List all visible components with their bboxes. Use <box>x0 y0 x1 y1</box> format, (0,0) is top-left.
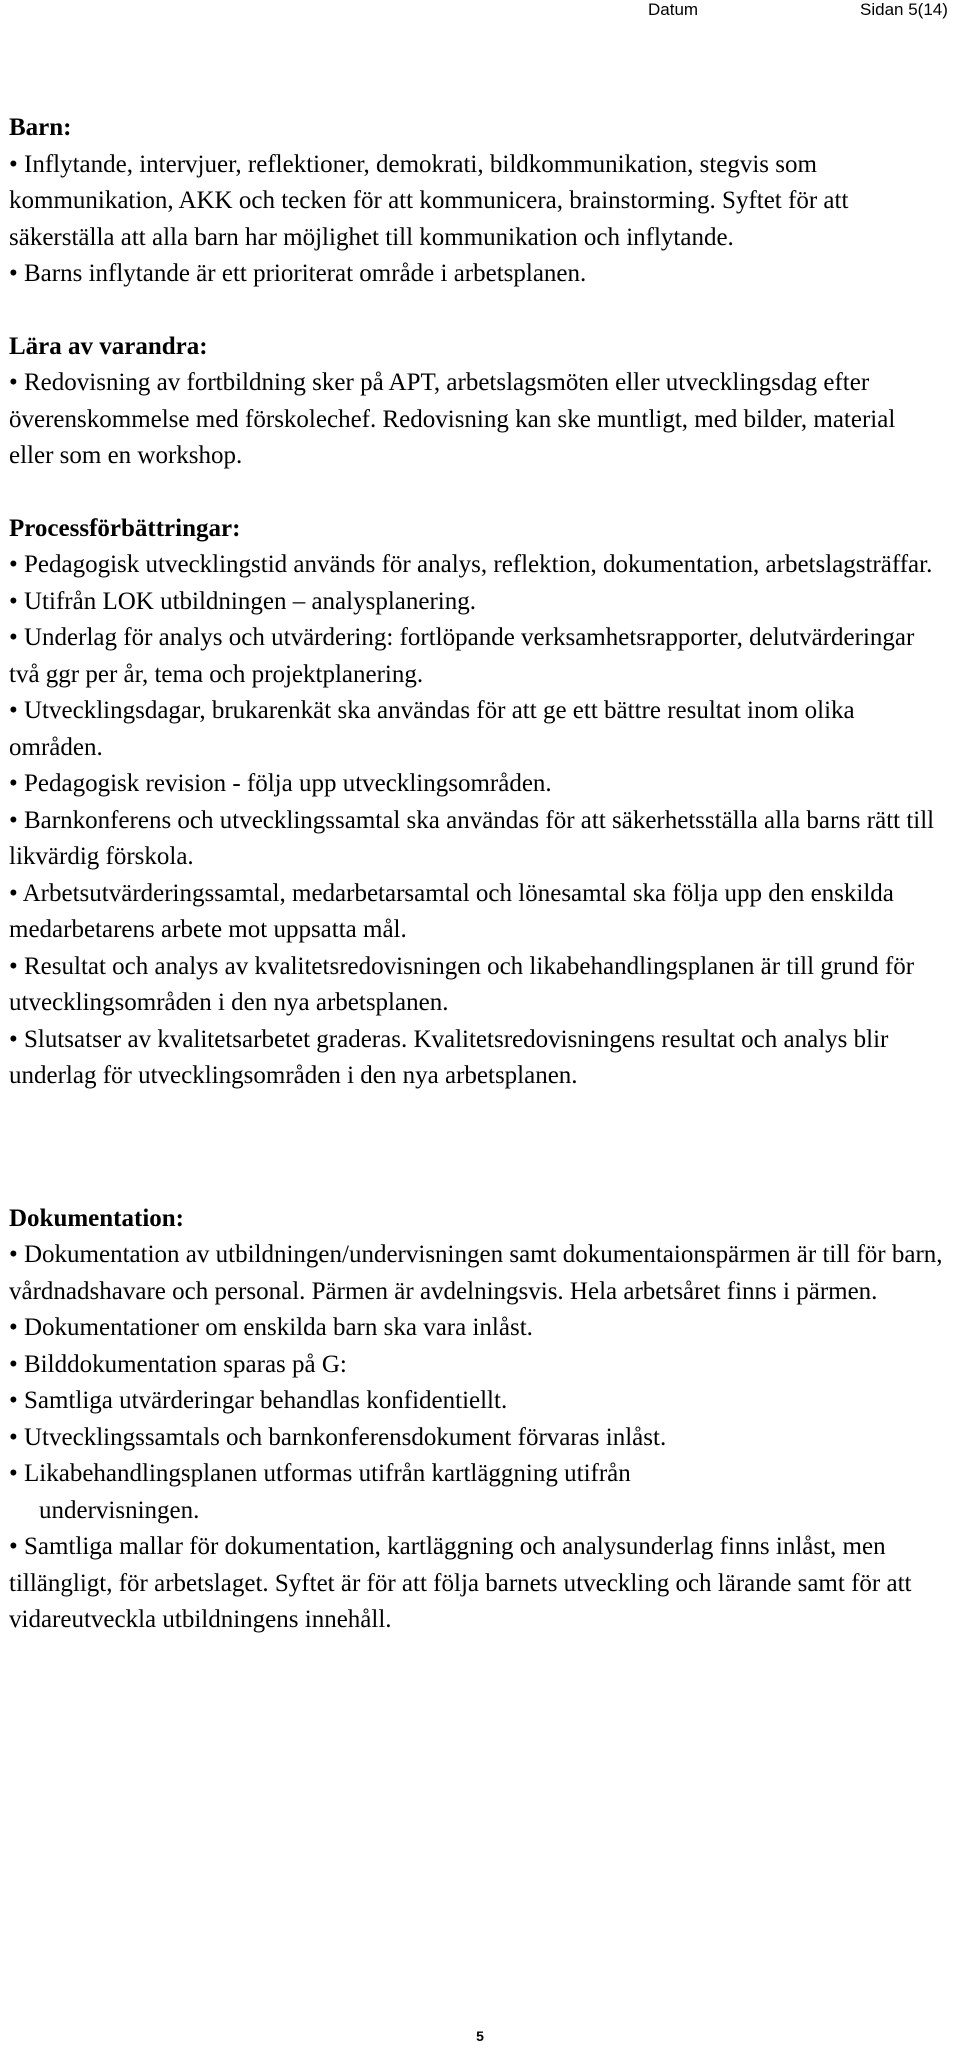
bullet-item-continuation: undervisningen. <box>39 1496 200 1524</box>
header-date-label: Datum <box>648 0 699 19</box>
paragraph: • Redovisning av fortbildning sker på APT, arbetslagsmöten eller utvecklingsdag efter överenskommelse med förskolechef. Redovisning kan ske muntligt, med bilder, material eller som en workshop. <box>9 369 896 469</box>
bullet-item: • Dokumentationer om enskilda barn ska vara inlåst. <box>9 1314 533 1341</box>
section-processforbattringar <box>9 511 944 1095</box>
bullet-item: • Barnkonferens och utvecklingssamtal ska användas för att säkerhetsställa alla barns rätt till likvärdig förskola. <box>9 806 935 870</box>
bullet-item: • Utifrån LOK utbildningen – analysplanering. <box>9 587 476 615</box>
bullet-item: • Utvecklingssamtals och barnkonferensdokument förvaras inlåst. <box>9 1423 667 1451</box>
bullet-item: • Resultat och analys av kvalitetsredovisningen och likabehandlingsplanen är till grund för utvecklingsområden i den nya arbetsplanen. <box>9 952 915 1016</box>
section-heading-barn: Barn: <box>9 114 72 141</box>
section-lara-av-varandra <box>9 329 944 475</box>
header-page-label: Sidan 5(14) <box>860 0 948 19</box>
document-body <box>9 110 944 1639</box>
paragraph: • Inflytande, intervjuer, reflektioner, demokrati, bildkommunikation, stegvis som kommunikation, AKK och tecken för att kommunicera, brainstorming. Syftet för att säkerställa att alla barn har möjlighet till kommunikation och inflytande. <box>9 150 849 251</box>
bullet-item: • Likabehandlingsplanen utformas utifrån kartläggning utifrån <box>9 1460 631 1487</box>
paragraph: • Barns inflytande är ett prioriterat område i arbetsplanen. <box>9 260 587 287</box>
bullet-item: • Samtliga utvärderingar behandlas konfidentiellt. <box>9 1387 508 1414</box>
section-barn <box>9 110 944 293</box>
section-dokumentation <box>9 1201 944 1639</box>
page-header <box>0 0 960 24</box>
bullet-item: • Pedagogisk utvecklingstid används för analys, reflektion, dokumentation, arbetslagsträffar. <box>9 551 933 578</box>
section-heading-dokumentation: Dokumentation: <box>9 1204 185 1232</box>
page-number-footer: 5 <box>476 2028 484 2044</box>
bullet-item: • Underlag för analys och utvärdering: fortlöpande verksamhetsrapporter, delutvärderingar två ggr per år, tema och projektplanering. <box>9 624 915 688</box>
bullet-item: • Bilddokumentation sparas på G: <box>9 1350 347 1378</box>
bullet-item: • Pedagogisk revision - följa upp utvecklingsområden. <box>9 770 552 797</box>
bullet-item: • Utvecklingsdagar, brukarenkät ska användas för att ge ett bättre resultat inom olika områden. <box>9 697 855 761</box>
bullet-item: • Dokumentation av utbildningen/undervisningen samt dokumentaionspärmen är till för barn, vårdnadshavare och personal. Pärmen är avdelningsvis. Hela arbetsåret finns i pärmen. <box>9 1241 943 1305</box>
bullet-item: • Slutsatser av kvalitetsarbetet graderas. Kvalitetsredovisningens resultat och analys blir underlag för utvecklingsområden i den nya arbetsplanen. <box>9 1025 889 1089</box>
bullet-item: • Samtliga mallar för dokumentation, kartläggning och analysunderlag finns inlåst, men tillängligt, för arbetslaget. Syftet är för att följa barnets utveckling och lärande samt för att vidareutveckla utbildningens innehåll. <box>9 1533 912 1633</box>
section-heading-lara: Lära av varandra: <box>9 332 208 360</box>
section-heading-process: Processförbättringar: <box>9 514 241 542</box>
bullet-item: • Arbetsutvärderingssamtal, medarbetarsamtal och lönesamtal ska följa upp den enskilda medarbetarens arbete mot uppsatta mål. <box>9 879 894 943</box>
